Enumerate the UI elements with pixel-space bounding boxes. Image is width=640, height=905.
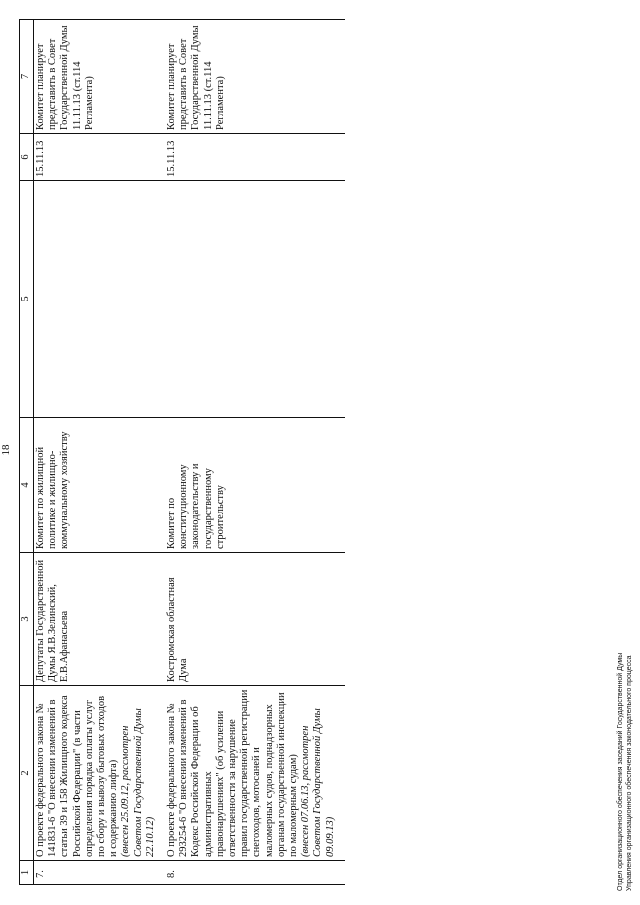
empty-cell — [34, 181, 166, 418]
column-header: 3 — [20, 553, 34, 686]
author-cell: Депутаты Государственной Думы Я.В.Зелинский, Е.В.Афанасьева — [34, 553, 166, 686]
bill-note: (внесен 07.06.13, рассмотрен Советом Государственной Думы 09.09.13) — [300, 708, 336, 857]
empty-cell — [165, 181, 345, 418]
footer-line: Управления организационного обеспечения законодательного процесса — [626, 655, 633, 891]
author-cell: Костромская областная Дума — [165, 553, 345, 686]
column-header: 1 — [20, 861, 34, 885]
column-header: 4 — [20, 418, 34, 553]
column-header: 5 — [20, 181, 34, 418]
footer — [616, 653, 634, 891]
date-cell: 15.11.13 — [34, 134, 166, 181]
date-cell: 15.11.13 — [165, 134, 345, 181]
committee-cell: Комитет по жилищной политике и жилищно-коммунальному хозяйству — [34, 418, 166, 553]
plan-cell: Комитет планирует представить в Совет Государственной Думы 11.11.13 (ст.114 Регламента) — [34, 20, 166, 134]
table-row — [165, 20, 345, 885]
plan-cell: Комитет планирует представить в Совет Государственной Думы 11.11.13 (ст.114 Регламента) — [165, 20, 345, 134]
column-header: 2 — [20, 686, 34, 861]
bill-note: (внесен 25.09.12, рассмотрен Советом Государственной Думы 22.10.12) — [120, 708, 156, 857]
column-header: 6 — [20, 134, 34, 181]
row-number: 7. — [34, 861, 166, 885]
column-header: 7 — [20, 20, 34, 134]
bill-cell — [165, 686, 345, 861]
committee-cell: Комитет по конституционному законодательству и государственному строительству — [165, 418, 345, 553]
bill-title: О проекте федерального закона № 293254-6 "О внесении изменений в Кодекс Российской Федерации об административных правонарушениях" (об усилении ответственности за нарушение правил государственной регистрации снегоходов, мотосаней и маломерных судов, поднадзорных органам государственной инспекции по маломерным судам) — [166, 689, 300, 857]
table-row — [34, 20, 166, 885]
bill-cell — [34, 686, 166, 861]
bills-table — [19, 19, 345, 885]
page-number: 18 — [0, 444, 12, 456]
row-number: 8. — [165, 861, 345, 885]
bill-title: О проекте федерального закона № 141831-6 "О внесении изменений в статьи 39 и 158 Жилищного кодекса Российской Федерации" (в части определения порядка оплаты услуг по сбору и вывозу бытовых отходов и содержанию лифта) — [35, 695, 120, 857]
footer-line: Отдел организационного обеспечения заседаний Государственной Думы — [617, 652, 624, 891]
table-header-row — [20, 20, 34, 885]
